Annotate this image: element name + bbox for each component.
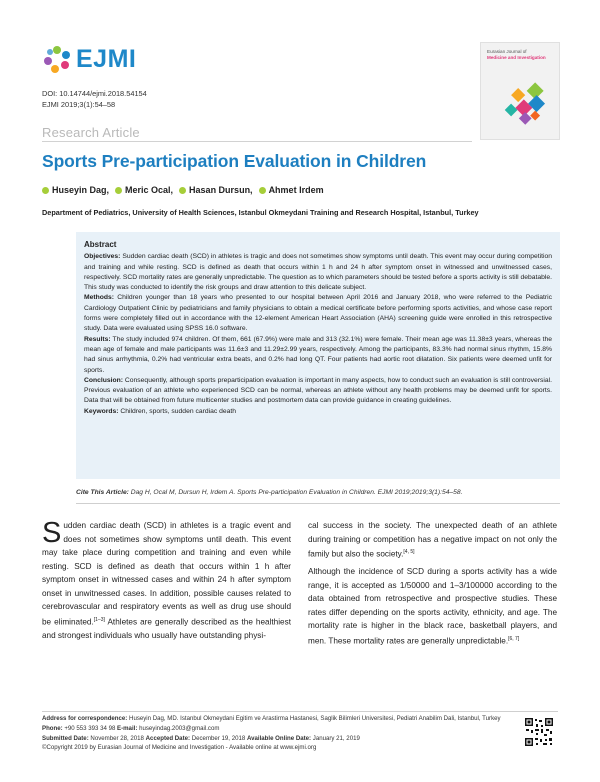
author: Meric Ocal, <box>115 185 173 195</box>
correspondence-contact: Phone: +90 553 393 34 98 E-mail: huseyindag.2003@gmail.com <box>42 724 220 732</box>
reference[interactable]: [4, 5] <box>403 549 415 555</box>
abstract-box <box>76 232 560 479</box>
correspondence-footer <box>42 714 512 753</box>
body-paragraph: Sudden cardiac death (SCD) in athletes is a tragic event and does not sometimes show symptoms until death. This event may take place during competition and training and even while resting. SCD is defined as death that occurs within 1 h after symptom onset in witnessed cases and within 24 h after symptom onset in unwitnessed cases. In addition, possible causes related to cerebrovascular and respiratory events as well as drug use should be eliminated.[1–3] Athletes are generally described as the healthiest and strongest individuals who usually have outstanding physi- <box>42 517 291 640</box>
author: Ahmet Irdem <box>259 185 324 195</box>
abstract-keywords: Keywords: Children, sports, sudden cardiac death <box>84 407 236 415</box>
divider <box>42 711 558 712</box>
copyright: ©Copyright 2019 by Eurasian Journal of Medicine and Investigation - Available online at www.ejmi.org <box>42 744 317 752</box>
cite-this-article: Cite This Article: Dag H, Ocal M, Dursun H, Irdem A. Sports Pre-participation Evaluation in Children. EJMI 2019;2019;3(1):54–58. <box>76 489 463 496</box>
affiliation: Department of Pediatrics, University of Health Sciences, Istanbul Okmeydani Training and Research Hospital, Istanbul, Turkey <box>42 208 479 217</box>
reference[interactable]: [6, 7] <box>508 635 520 642</box>
journal-logo-text: EJMI <box>76 44 137 73</box>
abstract-objectives: Objectives: Sudden cardiac death (SCD) in athletes is tragic and does not sometimes show symptoms until death. This event may occur during competition and training and while resting. SCD is defined as death that occurs within 1 h and 24 h after symptom onset in witnessed and unwitnessed cases, respectively. SCD mortality rates are generally unpredictable. The question as to which parameters should be tested before a sports activity is still debatable. This study was conducted to identify the risk groups and draw attention to this delicate subject. <box>84 253 552 292</box>
article-title: Sports Pre-participation Evaluation in Children <box>42 151 427 171</box>
divider <box>42 141 472 142</box>
divider <box>76 503 560 504</box>
cover-graphic <box>481 43 560 140</box>
abstract-methods: Methods: Children younger than 18 years who presented to our hospital between April 2016 and January 2018, who were referred to the Pediatric Cardiology Outpatient Clinic by pediatricians and family physicians to obtain a medical certificate before performing sports activities, and whose case report forms were completely filled out in accordance with the 12-element American Heart Association (AHA) screening guide were enrolled in this retrospective study. Data were evaluated using SPSS 16.0 software. <box>84 294 552 333</box>
body-column-left <box>42 519 291 646</box>
cover-title: Eurasian Journal of Medicine and Investigation <box>487 49 546 60</box>
orcid-icon[interactable] <box>259 187 266 194</box>
qr-code-icon[interactable] <box>524 717 554 747</box>
orcid-icon[interactable] <box>179 187 186 194</box>
body-paragraph: Although the incidence of SCD during a sports activity has a wide range, it is accepted as 1/50000 and 1–3/100000 according to the data obtained from retrospective and prospective studies. These rates differ depending on the sports activity, ethnicity, and age. The mortality rate is higher in the black race, basketball players, and men. These mortality rates are generally unpredictable.[6, 7] <box>308 567 557 646</box>
author: Huseyin Dag, <box>42 185 109 195</box>
drop-cap: S <box>42 517 62 549</box>
abstract-results: Results: The study included 974 children. Of them, 661 (67.9%) were male and 313 (32.1%) were female. Their mean age was 11.38±3 years, whereas the mean age of female and male participants was 11.6±3 and 11.29±2.99 years, respectively. Among the participants, 83.3% had normal sinus rhythm, 15.8% had sinus arrhythmia, 0.2% had ventricular extra beats, and 0.2% had long QT. Four patients had aortic root dilatation. Six patients were deemed unfit for sports. <box>84 335 552 374</box>
author-list <box>42 185 330 195</box>
citation-line: EJMI 2019;3(1):54–58 <box>42 99 116 109</box>
article-type: Research Article <box>42 125 140 140</box>
abstract-conclusion: Conclusion: Consequently, although sports preparticipation evaluation is important in many aspects, how to conduct such an evaluation is still controversial. Previous evaluation of an athlete who experienced SCD can be normal, whereas an athlete without any health problems may be deemed unfit for sports. Data that will be obtained from future multicenter studies and postmortem data can provide guidance in creating guidelines. <box>84 376 552 405</box>
orcid-icon[interactable] <box>115 187 122 194</box>
journal-cover <box>480 42 560 140</box>
journal-logo <box>42 44 136 74</box>
correspondence-address: Address for correspondence: Huseyin Dag, MD. Istanbul Okmeydani Egitim ve Arastirma Hastanesi, Saglik Bilimleri Universitesi, Pediatri Anabilim Dali, Istanbul, Turkey <box>42 715 501 722</box>
ejmi-logo-icon <box>42 44 72 74</box>
abstract-heading: Abstract <box>84 240 117 249</box>
body-column-right <box>308 519 557 652</box>
orcid-icon[interactable] <box>42 187 49 194</box>
body-paragraph: cal success in the society. The unexpected death of an athlete during training or competition has a negative impact on not only the family but also the society.[4, 5] <box>308 521 557 559</box>
article-meta <box>42 89 147 110</box>
author: Hasan Dursun, <box>179 185 253 195</box>
email-link[interactable]: huseyindag.2003@gmail.com <box>137 724 220 732</box>
reference[interactable]: [1–3] <box>93 616 105 623</box>
article-dates: Submitted Date: November 28, 2018 Accepted Date: December 19, 2018 Available Online Date: January 21, 2019 <box>42 734 360 742</box>
doi[interactable]: DOI: 10.14744/ejmi.2018.54154 <box>42 89 147 98</box>
